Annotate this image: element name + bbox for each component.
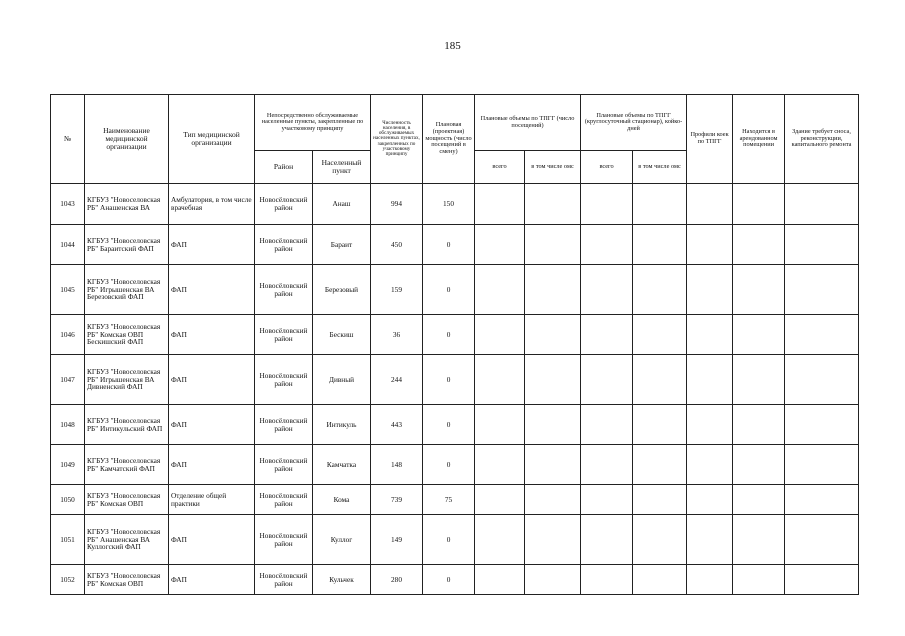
- row-visits-total: [475, 315, 525, 355]
- row-org: КГБУЗ "Новоселовская РБ" Игрышенская ВА Дивненский ФАП: [85, 355, 169, 405]
- header-rented: Находится в арендованном помещении: [733, 95, 785, 184]
- row-org: КГБУЗ "Новоселовская РБ" Комская ОВП Бескишский ФАП: [85, 315, 169, 355]
- row-beds-total: [581, 405, 633, 445]
- header-beds-oms: в том числе омс: [633, 151, 687, 184]
- row-visits-oms: [525, 315, 581, 355]
- row-settlement: Березовый: [313, 265, 371, 315]
- row-visits-total: [475, 445, 525, 485]
- table-row: [51, 265, 859, 315]
- row-type: Амбулатория, в том числе врачебная: [169, 184, 255, 225]
- row-repair: [785, 225, 859, 265]
- row-profiles: [687, 265, 733, 315]
- row-capacity: 0: [423, 405, 475, 445]
- table-row: [51, 225, 859, 265]
- row-capacity: 0: [423, 225, 475, 265]
- row-org: КГБУЗ "Новоселовская РБ" Комская ОВП: [85, 485, 169, 515]
- header-repair: Здание требует сноса, реконструкции, капитального ремонта: [785, 95, 859, 184]
- row-settlement: Бараит: [313, 225, 371, 265]
- row-capacity: 0: [423, 515, 475, 565]
- row-num: 1051: [51, 515, 85, 565]
- row-visits-oms: [525, 225, 581, 265]
- row-settlement: Анаш: [313, 184, 371, 225]
- row-rented: [733, 515, 785, 565]
- row-profiles: [687, 184, 733, 225]
- row-rented: [733, 405, 785, 445]
- header-visits-group: Плановые объемы по ТПГГ (число посещений): [475, 95, 581, 151]
- table-row: [51, 485, 859, 515]
- header-visits-total: всего: [475, 151, 525, 184]
- row-district: Новосёловский район: [255, 355, 313, 405]
- row-org: КГБУЗ "Новоселовская РБ" Анашенская ВА: [85, 184, 169, 225]
- row-district: Новосёловский район: [255, 445, 313, 485]
- row-rented: [733, 355, 785, 405]
- facilities-table: [50, 94, 859, 595]
- row-visits-oms: [525, 355, 581, 405]
- row-settlement: Бескиш: [313, 315, 371, 355]
- row-num: 1046: [51, 315, 85, 355]
- header-type: Тип медицинской организации: [169, 95, 255, 184]
- header-num: №: [51, 95, 85, 184]
- row-num: 1045: [51, 265, 85, 315]
- row-district: Новосёловский район: [255, 565, 313, 595]
- row-population: 159: [371, 265, 423, 315]
- table-row: [51, 355, 859, 405]
- row-beds-total: [581, 355, 633, 405]
- row-district: Новосёловский район: [255, 485, 313, 515]
- row-visits-oms: [525, 265, 581, 315]
- row-org: КГБУЗ "Новоселовская РБ" Анашенская ВА Куллогский ФАП: [85, 515, 169, 565]
- header-beds-group: Плановые объемы по ТПГГ (круглосуточный стационар), койко-дней: [581, 95, 687, 151]
- row-beds-total: [581, 485, 633, 515]
- row-district: Новосёловский район: [255, 515, 313, 565]
- table-row: [51, 184, 859, 225]
- row-type: ФАП: [169, 225, 255, 265]
- row-org: КГБУЗ "Новоселовская РБ" Интикульский ФАП: [85, 405, 169, 445]
- row-repair: [785, 445, 859, 485]
- row-beds-total: [581, 315, 633, 355]
- row-num: 1043: [51, 184, 85, 225]
- header-beds-total: всего: [581, 151, 633, 184]
- row-beds-oms: [633, 445, 687, 485]
- row-capacity: 0: [423, 565, 475, 595]
- row-profiles: [687, 225, 733, 265]
- row-beds-oms: [633, 515, 687, 565]
- row-rented: [733, 265, 785, 315]
- row-profiles: [687, 315, 733, 355]
- row-visits-oms: [525, 445, 581, 485]
- row-population: 148: [371, 445, 423, 485]
- row-visits-oms: [525, 485, 581, 515]
- row-num: 1048: [51, 405, 85, 445]
- row-capacity: 150: [423, 184, 475, 225]
- row-rented: [733, 225, 785, 265]
- header-district: Район: [255, 151, 313, 184]
- row-repair: [785, 485, 859, 515]
- row-org: КГБУЗ "Новоселовская РБ" Игрышенская ВА Березовский ФАП: [85, 265, 169, 315]
- row-district: Новосёловский район: [255, 265, 313, 315]
- table-row: [51, 315, 859, 355]
- row-profiles: [687, 355, 733, 405]
- row-org: КГБУЗ "Новоселовская РБ" Камчатский ФАП: [85, 445, 169, 485]
- table-row: [51, 565, 859, 595]
- row-settlement: Куллог: [313, 515, 371, 565]
- row-rented: [733, 565, 785, 595]
- header-capacity: Плановая (проектная) мощность (число посещений в смену): [423, 95, 475, 184]
- row-district: Новосёловский район: [255, 405, 313, 445]
- row-rented: [733, 445, 785, 485]
- row-capacity: 0: [423, 445, 475, 485]
- row-rented: [733, 485, 785, 515]
- row-visits-oms: [525, 515, 581, 565]
- page-number: 185: [444, 40, 461, 52]
- row-visits-total: [475, 565, 525, 595]
- row-district: Новосёловский район: [255, 315, 313, 355]
- header-settlement: Населенный пункт: [313, 151, 371, 184]
- row-num: 1047: [51, 355, 85, 405]
- row-profiles: [687, 515, 733, 565]
- row-type: Отделение общей практики: [169, 485, 255, 515]
- row-settlement: Дивный: [313, 355, 371, 405]
- row-num: 1049: [51, 445, 85, 485]
- row-visits-total: [475, 485, 525, 515]
- row-beds-oms: [633, 565, 687, 595]
- row-profiles: [687, 405, 733, 445]
- row-district: Новосёловский район: [255, 184, 313, 225]
- row-visits-oms: [525, 184, 581, 225]
- row-beds-total: [581, 445, 633, 485]
- row-visits-oms: [525, 565, 581, 595]
- row-org: КГБУЗ "Новоселовская РБ" Бараитский ФАП: [85, 225, 169, 265]
- row-profiles: [687, 445, 733, 485]
- row-num: 1044: [51, 225, 85, 265]
- row-visits-total: [475, 515, 525, 565]
- row-population: 280: [371, 565, 423, 595]
- row-settlement: Интикуль: [313, 405, 371, 445]
- row-rented: [733, 184, 785, 225]
- row-capacity: 75: [423, 485, 475, 515]
- row-repair: [785, 405, 859, 445]
- row-type: ФАП: [169, 405, 255, 445]
- row-beds-total: [581, 225, 633, 265]
- row-num: 1050: [51, 485, 85, 515]
- row-population: 149: [371, 515, 423, 565]
- row-visits-total: [475, 265, 525, 315]
- row-type: ФАП: [169, 355, 255, 405]
- row-settlement: Кульчек: [313, 565, 371, 595]
- row-type: ФАП: [169, 515, 255, 565]
- row-population: 739: [371, 485, 423, 515]
- header-settlements-group: Непосредственно обслуживаемые населенные пункты, закрепленные по участковому принципу: [255, 95, 371, 151]
- table-row: [51, 445, 859, 485]
- row-visits-total: [475, 225, 525, 265]
- row-settlement: Кома: [313, 485, 371, 515]
- row-settlement: Камчатка: [313, 445, 371, 485]
- row-capacity: 0: [423, 265, 475, 315]
- row-type: ФАП: [169, 445, 255, 485]
- row-capacity: 0: [423, 315, 475, 355]
- header-profiles: Профили коек по ТПГГ: [687, 95, 733, 184]
- row-population: 36: [371, 315, 423, 355]
- row-beds-oms: [633, 225, 687, 265]
- row-visits-total: [475, 184, 525, 225]
- row-beds-total: [581, 184, 633, 225]
- row-repair: [785, 515, 859, 565]
- row-beds-oms: [633, 315, 687, 355]
- row-visits-oms: [525, 405, 581, 445]
- row-population: 994: [371, 184, 423, 225]
- row-beds-oms: [633, 265, 687, 315]
- row-repair: [785, 355, 859, 405]
- row-beds-oms: [633, 184, 687, 225]
- row-beds-oms: [633, 405, 687, 445]
- row-population: 244: [371, 355, 423, 405]
- row-repair: [785, 265, 859, 315]
- row-visits-total: [475, 405, 525, 445]
- row-population: 443: [371, 405, 423, 445]
- header-visits-oms: в том числе омс: [525, 151, 581, 184]
- header-org: Наименование медицинской организации: [85, 95, 169, 184]
- row-beds-total: [581, 565, 633, 595]
- row-repair: [785, 565, 859, 595]
- row-beds-total: [581, 265, 633, 315]
- row-beds-oms: [633, 485, 687, 515]
- row-profiles: [687, 565, 733, 595]
- row-org: КГБУЗ "Новоселовская РБ" Комская ОВП: [85, 565, 169, 595]
- row-type: ФАП: [169, 565, 255, 595]
- row-beds-total: [581, 515, 633, 565]
- row-repair: [785, 184, 859, 225]
- row-rented: [733, 315, 785, 355]
- row-visits-total: [475, 355, 525, 405]
- row-district: Новосёловский район: [255, 225, 313, 265]
- row-num: 1052: [51, 565, 85, 595]
- header-population: Численность населения, в обслуживаемых населенных пунктах, закрепленных по участковому принципу: [371, 95, 423, 184]
- row-type: ФАП: [169, 315, 255, 355]
- row-population: 450: [371, 225, 423, 265]
- row-profiles: [687, 485, 733, 515]
- row-type: ФАП: [169, 265, 255, 315]
- row-repair: [785, 315, 859, 355]
- row-capacity: 0: [423, 355, 475, 405]
- table-row: [51, 515, 859, 565]
- table-row: [51, 405, 859, 445]
- row-beds-oms: [633, 355, 687, 405]
